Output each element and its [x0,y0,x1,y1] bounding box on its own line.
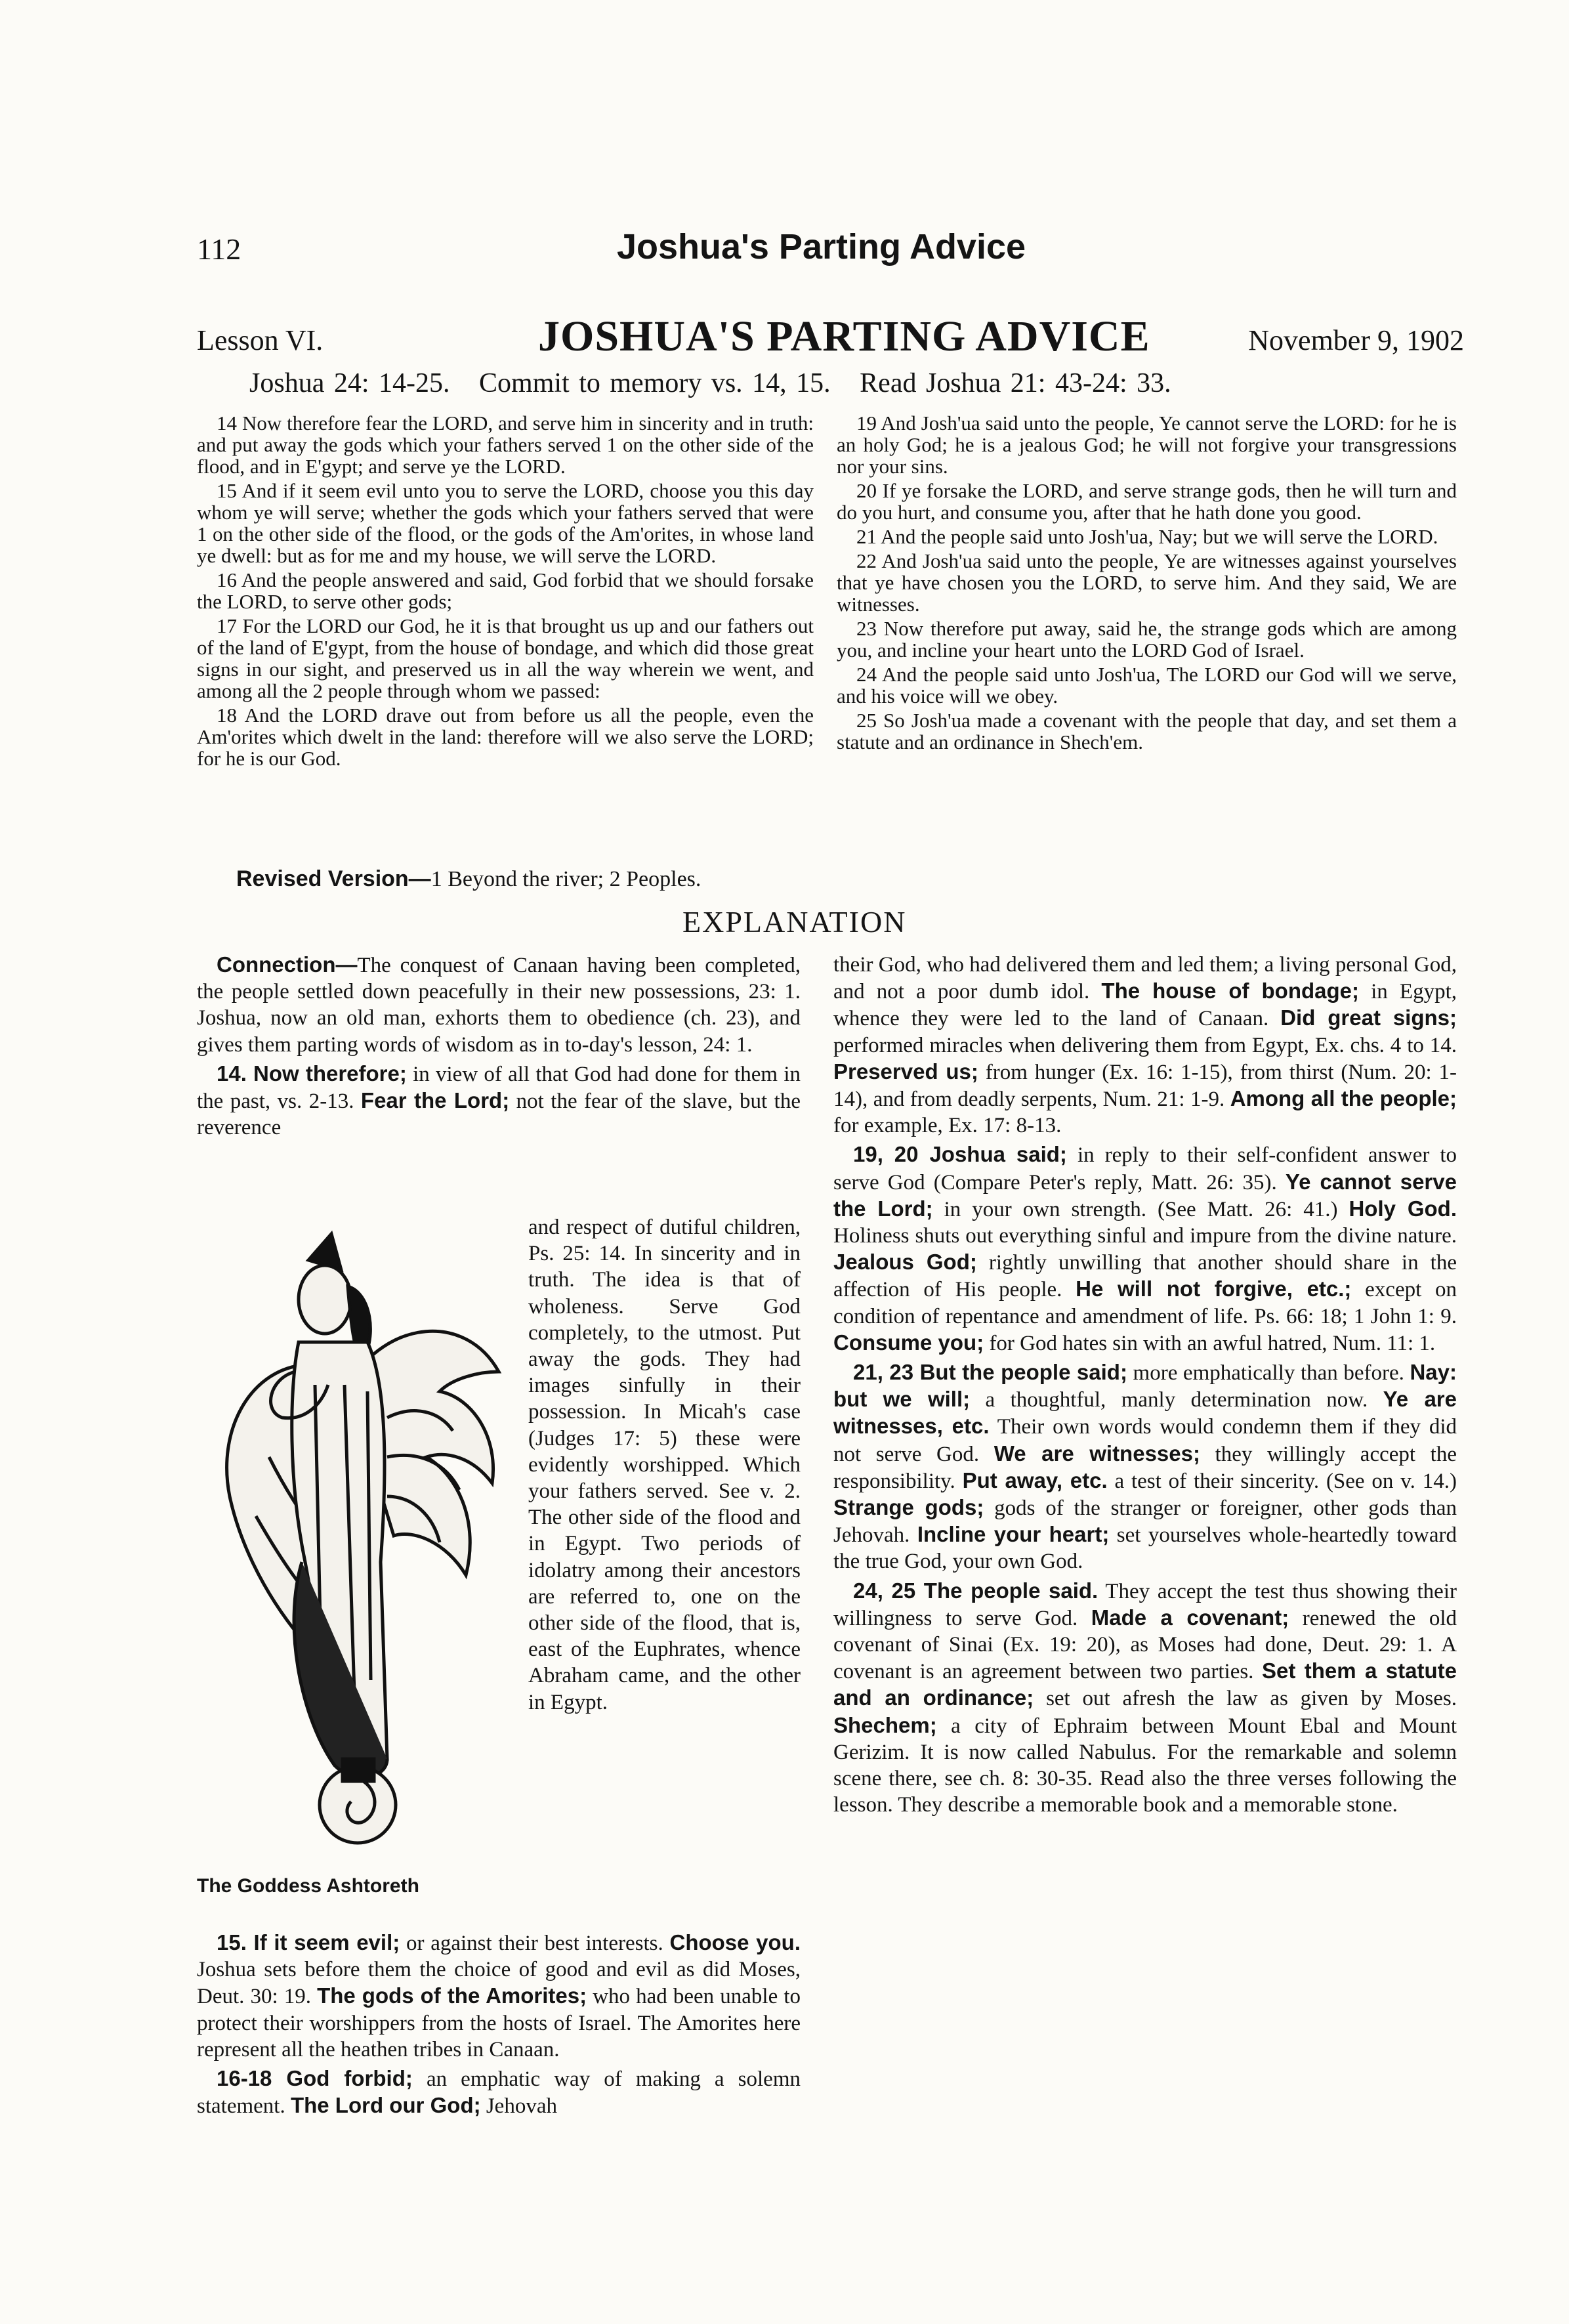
explanation-paragraph [833,952,1457,1139]
explanation-term: Incline your heart; [917,1522,1110,1547]
explanation-text: more emphatically than before. [1127,1361,1410,1385]
explanation-term: The gods of the Amorites; [317,1983,587,2008]
explanation-text: except on condition of repentance and amendment of life. Ps. 66: 18; 1 John 1: 9. [833,1278,1457,1328]
explanation-term: 14. Now therefore; [217,1061,407,1086]
explanation-paragraph [197,1930,801,2063]
explanation-paragraph [833,1141,1457,1357]
explanation-text: they willingly accept the responsibility. [833,1442,1457,1493]
scripture-verse: 22 And Josh'ua said unto the people, Ye are witnesses against yourselves that ye have chosen you the LORD, to serve him. And they said, We are witnesses. [837,549,1457,616]
explanation-term: Ye cannot serve the Lord; [833,1169,1457,1221]
explanation-term: We are witnesses; [994,1441,1200,1466]
explanation-term: 16-18 God forbid; [217,2066,413,2091]
explanation-term: 15. If it seem evil; [217,1930,400,1954]
running-title: Joshua's Parting Advice [617,227,1026,266]
explanation-text: a thoughtful, manly determination now. [970,1388,1383,1412]
explanation-term: Strange gods; [833,1495,984,1520]
explanation-term: Nay: but we will; [833,1360,1457,1412]
scripture-text-left [197,412,814,772]
explanation-term: Choose you. [669,1930,801,1954]
explanation-text: The conquest of Canaan having been completed, the people settled down peacefully in their new possessions, 23: 1. Joshua, now an old man, exhorts them to obedience (ch. 23), and gives them parting words of wisdom as in to-day's lesson, 24: 1. [197,954,801,1057]
explanation-term: Connection— [217,952,358,977]
explanation-term: Among all the people; [1230,1086,1457,1111]
explanation-term: Put away, etc. [962,1468,1108,1492]
lesson-date: November 9, 1902 [1248,324,1464,356]
explanation-term: Shechem; [833,1712,937,1737]
explanation-term: 21, 23 But the people said; [853,1360,1127,1385]
explanation-term: Jealous God; [833,1250,977,1275]
explanation-text: gods of the stranger or foreigner, other gods than Jehovah. [833,1496,1457,1548]
ashtoreth-figure-icon [190,1221,518,1864]
passage-reference: Joshua 24: 14-25. [249,368,450,398]
explanation-term: Fear the Lord; [360,1088,510,1113]
explanation-text: from hunger (Ex. 16: 1-15), from thirst (Num. 20: 1-14), and from deadly serpents, Num. 21: 1-9. [833,1060,1457,1112]
explanation-paragraph [197,1061,801,1141]
scripture-verse: 25 So Josh'ua made a covenant with the people that day, and set them a statute and an ordinance in Shech'em. [837,709,1457,753]
explanation-paragraph [197,2065,801,2119]
explanation-term: 19, 20 Joshua said; [853,1142,1067,1167]
explanation-text: Jehovah [480,2094,557,2119]
explanation-text: an emphatic way of making a solemn statement. [197,2067,801,2119]
explanation-term: Consume you; [833,1330,984,1355]
explanation-term: He will not forgive, etc.; [1076,1277,1352,1301]
goddess-illustration [190,1221,518,1864]
explanation-heading: EXPLANATION [682,905,907,939]
explanation-text: set out afresh the law as given by Moses. [1034,1687,1457,1711]
explanation-term: Ye are witnesses, etc. [833,1387,1457,1439]
scripture-verse: 16 And the people answered and said, God forbid that we should forsake the LORD, to serve other gods; [197,568,814,613]
scripture-verse: 21 And the people said unto Josh'ua, Nay; but we will serve the LORD. [856,525,1438,548]
explanation-paragraph [833,1359,1457,1575]
explanation-term: Did great signs; [1280,1005,1457,1030]
explanation-text: for God hates sin with an awful hatred, Num. 11: 1. [984,1331,1436,1355]
scripture-verse: 17 For the LORD our God, he it is that brought us up and our fathers out of the land of E'gypt, from the house of bondage, and which did those great signs in our sight, and preserved us in all the way wherein we went, and among all the 2 people through whom we passed: [197,614,814,702]
explanation-term: The house of bondage; [1101,979,1360,1004]
explanation-text: Their own words would condemn them if they did not serve God. [833,1415,1457,1466]
explanation-right [833,952,1457,1821]
explanation-term: Holy God. [1349,1196,1457,1221]
running-head [197,226,1464,292]
explanation-text: They accept the test thus showing their willingness to serve God. [833,1579,1457,1630]
revised-version-note [236,866,701,892]
explanation-paragraph: and respect of dutiful children, Ps. 25: 14. In sincerity and in truth. The idea is that of wholeness. Serve God completely, to the utmost. Put away the gods. They had images sinfully in their possession. In Micah's case (Judges 17: 5) these were evidently worshipped. Which your fathers served. See v. 2. The other side of the flood and in Egypt. Two periods of idolatry among their ancestors are referred to, one on the other side of the flood, that is, east of the Euphrates, whence Abraham came, and the other in Egypt. [528,1215,801,1714]
scripture-verse: 15 And if it seem evil unto you to serve the LORD, choose you this day whom ye will serve; whether the gods which your fathers served that were 1 on the other side of the flood, or the gods of the Am'orites, in whose land ye dwell: but as for me and my house, we will serve the LORD. [197,479,814,567]
lesson-title: JOSHUA'S PARTING ADVICE [538,312,1150,360]
explanation-text: renewed the old covenant of Sinai (Ex. 19: 20), as Moses had done, Deut. 29: 1. A covenant is an agreement between two parties. [833,1606,1457,1684]
explanation-term: Made a covenant; [1091,1605,1289,1630]
lesson-header [197,312,1464,364]
scripture-verse: 14 Now therefore fear the LORD, and serve him in sincerity and in truth: and put away the gods which your fathers served 1 on the other side of the flood, and in E'gypt; and serve ye the LORD. [197,412,814,478]
explanation-text: Holiness shuts out everything sinful and impure from the divine nature. [833,1224,1457,1248]
explanation-term: Preserved us; [833,1059,978,1084]
scripture-text-right [837,412,1457,755]
explanation-term: Set them a statute and an ordinance; [833,1658,1457,1710]
scripture-verse: 20 If ye forsake the LORD, and serve strange gods, then he will turn and do you hurt, and consume you, after that he hath done you good. [837,479,1457,524]
explanation-text: or against their best interests. [400,1932,670,1955]
scripture-reference [249,368,1191,399]
explanation-left-bottom [197,1930,801,2122]
explanation-text: in Egypt, whence they were led to the land of Canaan. [833,980,1457,1031]
explanation-text: in view of all that God had done for them in the past, vs. 2-13. [197,1062,801,1114]
explanation-text: not the fear of the slave, but the reverence [197,1089,801,1140]
explanation-text: a test of their sincerity. (See on v. 14.) [1107,1469,1457,1493]
explanation-text: Joshua sets before them the choice of good and evil as did Moses, Deut. 30: 19. [197,1958,801,2009]
memory-verses: Commit to memory vs. 14, 15. [479,368,831,398]
scripture-verse: 19 And Josh'ua said unto the people, Ye cannot serve the LORD: for he is an holy God; he is a jealous God; he will not forgive your transgressions nor your sins. [837,412,1457,478]
scripture-verse: 24 And the people said unto Josh'ua, The LORD our God will we serve, and his voice will we obey. [837,663,1457,708]
explanation-term: 24, 25 The people said. [853,1578,1098,1603]
explanation-text: for example, Ex. 17: 8-13. [833,1114,1062,1138]
explanation-text: in your own strength. (See Matt. 26: 41.) [932,1197,1349,1221]
explanation-text: set yourselves whole-heartedly toward the true God, your own God. [833,1523,1457,1574]
explanation-text: a city of Ephraim between Mount Ebal and Mount Gerizim. It is now called Nabulus. For the remarkable and solemn scene there, see ch. 8: 30-35. Read also the three verses following the lesson. They describe a memorable book and a memorable stone. [833,1714,1457,1817]
lesson-number: Lesson VI. [197,324,324,356]
scripture-verse: 18 And the LORD drave out from before us all the people, even the Am'orites which dwelt in the land: therefore will we also serve the LORD; for he is our God. [197,704,814,770]
explanation-paragraph [197,952,801,1058]
explanation-paragraph [833,1578,1457,1819]
explanation-text: in reply to their self-confident answer to serve God (Compare Peter's reply, Matt. 26: 35). [833,1143,1457,1194]
explanation-text: their God, who had delivered them and led them; a living personal God, and not a poor dumb idol. [833,953,1457,1004]
page-number: 112 [197,232,241,266]
explanation-text: rightly unwilling that another should share in the affection of His people. [833,1251,1457,1302]
explanation-beside-figure [528,1214,801,1718]
explanation-text: performed miracles when delivering them from Egypt, Ex. chs. 4 to 14. [833,1033,1457,1057]
explanation-text: who had been unable to protect their worshippers from the hosts of Israel. The Amorites here represent all the heathen tribes in Canaan. [197,1985,801,2061]
revised-version-text: 1 Beyond the river; 2 Peoples. [430,867,701,891]
scripture-verse: 23 Now therefore put away, said he, the strange gods which are among you, and incline your heart unto the LORD God of Israel. [837,617,1457,662]
figure-caption: The Goddess Ashtoreth [197,1875,419,1897]
explanation-left-top [197,952,801,1143]
explanation-term: The Lord our God; [290,2093,481,2118]
reading-reference: Read Joshua 21: 43-24: 33. [860,368,1171,398]
revised-version-label: Revised Version— [236,866,431,891]
